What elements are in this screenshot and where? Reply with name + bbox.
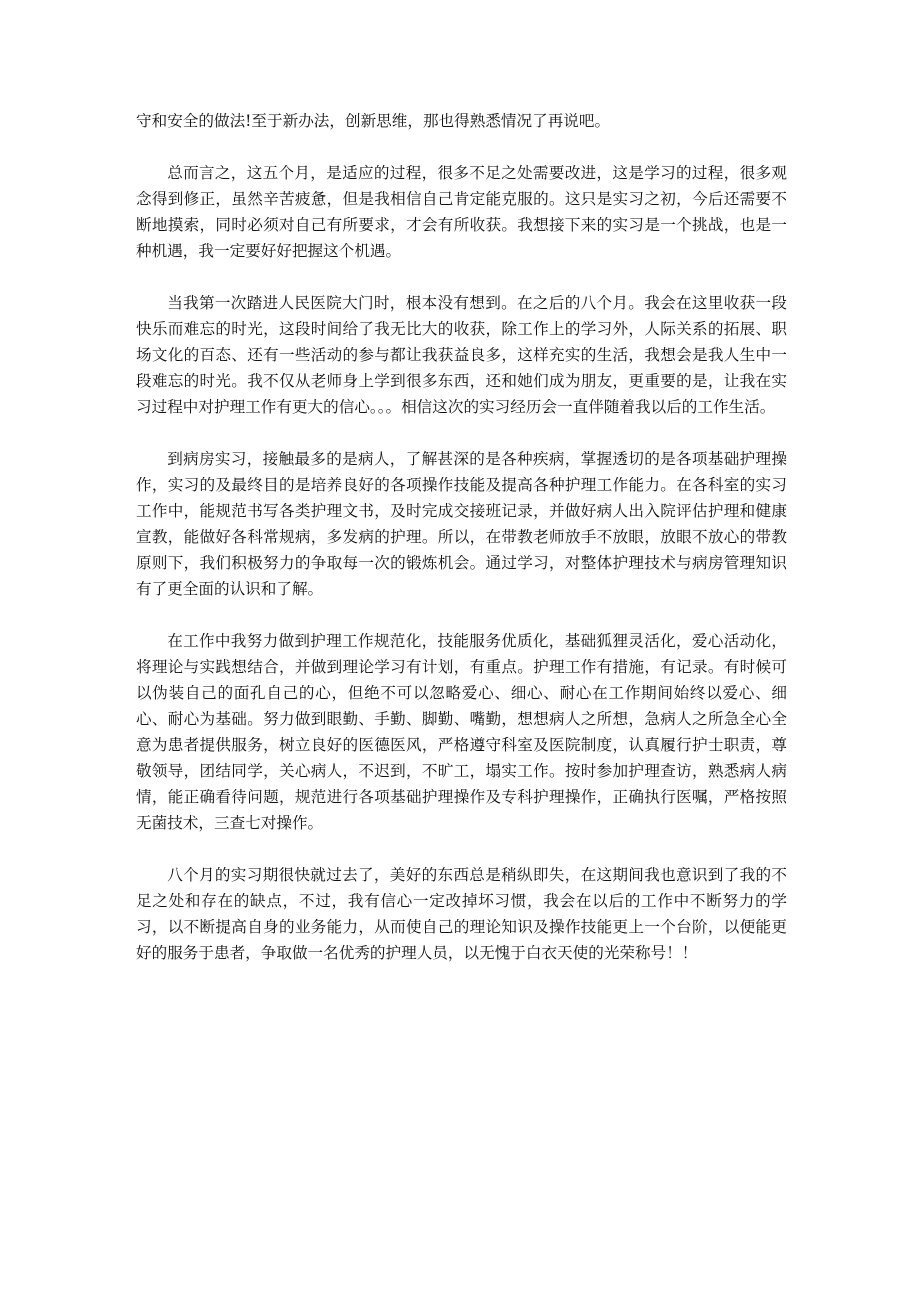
paragraph-5: 在工作中我努力做到护理工作规范化，技能服务优质化，基础狐狸灵活化，爱心活动化，将理论与实践想结合，并做到理论学习有计划，有重点。护理工作有措施，有记录。有时候可以伪装自己的面孔自己的心，但绝不可以忽略爱心、细心、耐心在工作期间始终以爱心、细心、耐心为基础。努力做到眼勤、手勤、脚勤、嘴勤，想想病人之所想，急病人之所急全心全意为患者提供服务，树立良好的医德医风，严格遵守科室及医院制度，认真履行护士职责，尊敬领导，团结同学，关心病人，不迟到，不旷工，塌实工作。按时参加护理查访，熟悉病人病情，能正确看待问题，规范进行各项基础护理操作及专科护理操作，正确执行医嘱，严格按照无菌技术，三查七对操作。 (136, 632, 787, 832)
paragraph-2: 总而言之，这五个月，是适应的过程，很多不足之处需要改进，这是学习的过程，很多观念得到修正，虽然辛苦疲惫，但是我相信自己肯定能克服的。这只是实习之初，今后还需要不断地摸索，同时必须对自己有所要求，才会有所收获。我想接下来的实习是一个挑战，也是一种机遇，我一定要好好把握这个机遇。 (136, 164, 787, 260)
paragraph-3: 当我第一次踏进人民医院大门时，根本没有想到。在之后的八个月。我会在这里收获一段快乐而难忘的时光，这段时间给了我无比大的收获，除工作上的学习外，人际关系的拓展、职场文化的百态、还有一些活动的参与都让我获益良多，这样充实的生活，我想会是我人生中一段难忘的时光。我不仅从老师身上学到很多东西，还和她们成为朋友，更重要的是，让我在实习过程中对护理工作有更大的信心。。。相信这次的实习经历会一直伴随着我以后的工作生活。 (136, 294, 787, 416)
paragraph-6: 八个月的实习期很快就过去了，美好的东西总是稍纵即失，在这期间我也意识到了我的不足之处和存在的缺点，不过，我有信心一定改掉坏习惯，我会在以后的工作中不断努力的学习，以不断提高自身的业务能力，从而使自己的理论知识及操作技能更上一个台阶，以便能更好的服务于患者，争取做一名优秀的护理人员，以无愧于白衣天使的光荣称号！！ (136, 866, 787, 962)
paragraph-1: 守和安全的做法!至于新办法，创新思维，那也得熟悉情况了再说吧。 (136, 112, 611, 130)
paragraph-4: 到病房实习，接触最多的是病人，了解甚深的是各种疾病，掌握透切的是各项基础护理操作，实习的及最终目的是培养良好的各项操作技能及提高各种护理工作能力。在各科室的实习工作中，能规范书写各类护理文书，及时完成交接班记录，并做好病人出入院评估护理和健康宣教，能做好各科常规病，多发病的护理。所以，在带教老师放手不放眼，放眼不放心的带教原则下，我们积极努力的争取每一次的锻炼机会。通过学习，对整体护理技术与病房管理知识有了更全面的认识和了解。 (136, 450, 787, 598)
document-body (136, 108, 787, 992)
